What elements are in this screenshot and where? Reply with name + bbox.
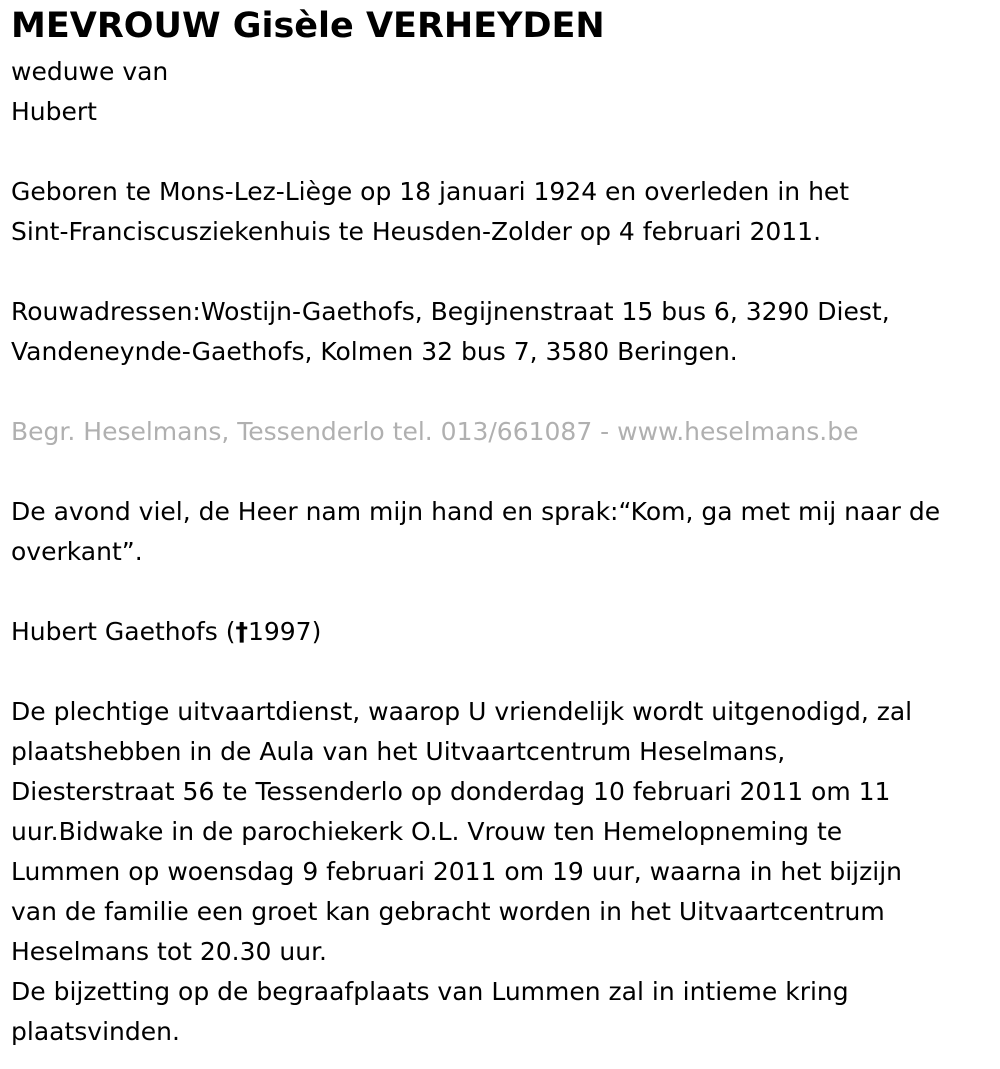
ceremony-line-6: van de familie een groet kan gebracht worden in het Uitvaartcentrum bbox=[11, 897, 885, 926]
late-husband-first-name: Hubert bbox=[11, 97, 97, 126]
ceremony-line-3: Diesterstraat 56 te Tessenderlo op donderdag 10 februari 2011 om 11 bbox=[11, 777, 891, 806]
spouse-name: Hubert Gaethofs ( bbox=[11, 617, 236, 646]
quote-line-1: De avond viel, de Heer nam mijn hand en sprak:“Kom, ga met mij naar de bbox=[11, 497, 941, 526]
ceremony-line-4: uur.Bidwake in de parochiekerk O.L. Vrouw ten Hemelopneming te bbox=[11, 817, 843, 846]
birth-death-line-2: Sint-Franciscusziekenhuis te Heusden-Zolder op 4 februari 2011. bbox=[11, 217, 822, 246]
ceremony-line-5: Lummen op woensdag 9 februari 2011 om 19 uur, waarna in het bijzijn bbox=[11, 857, 902, 886]
undertaker-contact: Begr. Heselmans, Tessenderlo tel. 013/661087 - www.heselmans.be bbox=[11, 417, 859, 446]
deceased-name-title: MEVROUW Gisèle VERHEYDEN bbox=[11, 6, 605, 46]
burial-line-1: De bijzetting op de begraafplaats van Lummen zal in intieme kring bbox=[11, 977, 849, 1006]
ceremony-line-2: plaatshebben in de Aula van het Uitvaartcentrum Heselmans, bbox=[11, 737, 786, 766]
spacer bbox=[11, 132, 996, 172]
obituary-document bbox=[11, 0, 996, 1052]
spacer bbox=[11, 572, 996, 612]
widow-of-label: weduwe van bbox=[11, 57, 169, 86]
ceremony-line-1: De plechtige uitvaartdienst, waarop U vriendelijk wordt uitgenodigd, zal bbox=[11, 697, 913, 726]
birth-death-line-1: Geboren te Mons-Lez-Liège op 18 januari 1924 en overleden in het bbox=[11, 177, 850, 206]
spacer bbox=[11, 252, 996, 292]
ceremony-line-7: Heselmans tot 20.30 uur. bbox=[11, 937, 328, 966]
mourning-address-line-2: Vandeneynde-Gaethofs, Kolmen 32 bus 7, 3580 Beringen. bbox=[11, 337, 738, 366]
spacer bbox=[11, 372, 996, 412]
spouse-line bbox=[11, 612, 996, 652]
cross-icon: † bbox=[235, 617, 248, 646]
spouse-death-year: 1997) bbox=[247, 617, 322, 646]
spacer bbox=[11, 652, 996, 692]
mourning-address-line-1: Rouwadressen:Wostijn-Gaethofs, Begijnenstraat 15 bus 6, 3290 Diest, bbox=[11, 297, 890, 326]
quote-line-2: overkant”. bbox=[11, 537, 143, 566]
spacer bbox=[11, 452, 996, 492]
burial-line-2: plaatsvinden. bbox=[11, 1017, 180, 1046]
